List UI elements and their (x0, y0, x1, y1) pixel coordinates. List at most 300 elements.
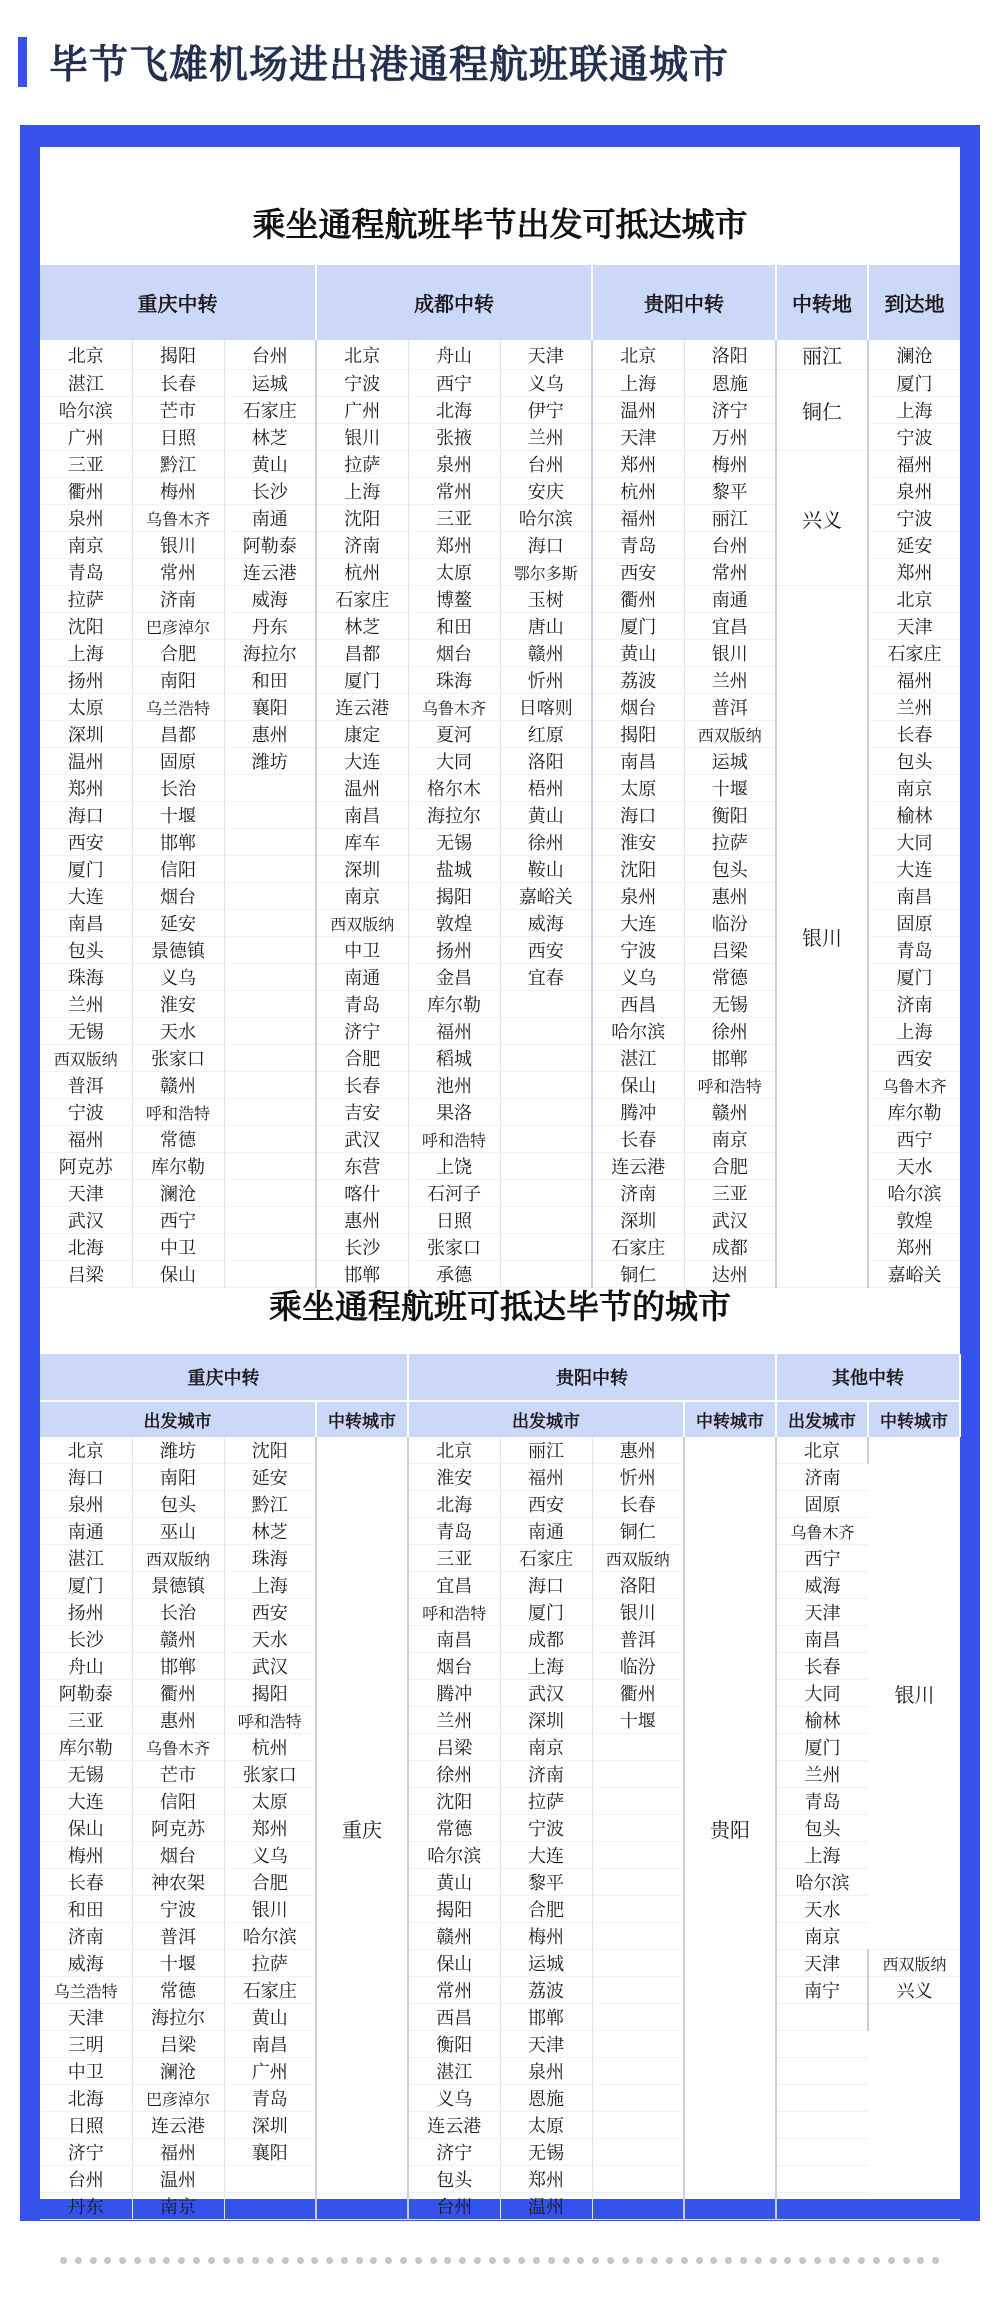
city-cell: 芒市 (132, 1761, 224, 1788)
city-cell: 阿勒泰 (224, 532, 316, 559)
city-cell: 天津 (500, 2031, 592, 2058)
city-cell: 张家口 (224, 1761, 316, 1788)
city-cell: 徐州 (408, 1761, 500, 1788)
city-cell: 泉州 (40, 1491, 132, 1518)
city-cell: 运城 (224, 370, 316, 397)
city-cell (500, 1180, 592, 1207)
city-cell: 南昌 (592, 748, 684, 775)
table-row (40, 1977, 960, 2004)
city-cell: 长春 (132, 370, 224, 397)
city-cell: 衢州 (592, 586, 684, 613)
divider-dot (311, 2257, 318, 2264)
subheader-departure-city: 出发城市 (40, 1401, 316, 1437)
city-cell (592, 1788, 684, 1815)
city-cell: 南昌 (408, 1626, 500, 1653)
city-cell: 襄阳 (224, 694, 316, 721)
city-cell: 乌鲁木齐 (408, 694, 500, 721)
destination-cell: 包头 (868, 748, 960, 775)
city-cell: 海拉尔 (408, 802, 500, 829)
city-cell: 南阳 (132, 667, 224, 694)
city-cell: 大连 (40, 1788, 132, 1815)
table-row (40, 2058, 960, 2085)
destination-cell: 郑州 (868, 559, 960, 586)
city-cell: 丹东 (224, 613, 316, 640)
city-cell: 威海 (500, 910, 592, 937)
divider-dot (400, 2257, 407, 2264)
city-cell: 南京 (684, 1126, 776, 1153)
divider-dot (90, 2257, 97, 2264)
city-cell: 三明 (40, 2031, 132, 2058)
city-cell (592, 2166, 684, 2193)
city-cell: 中卫 (316, 937, 408, 964)
city-cell: 常州 (132, 559, 224, 586)
divider-dot (725, 2257, 732, 2264)
city-cell: 沈阳 (592, 856, 684, 883)
city-cell: 阿克苏 (40, 1153, 132, 1180)
destination-cell: 固原 (868, 910, 960, 937)
divider-dot (60, 2257, 67, 2264)
city-cell: 西宁 (776, 1545, 868, 1572)
city-cell: 青岛 (592, 532, 684, 559)
divider-dot (770, 2257, 777, 2264)
city-cell (500, 1126, 592, 1153)
city-cell: 南通 (316, 964, 408, 991)
city-cell: 银川 (316, 424, 408, 451)
city-cell (592, 2031, 684, 2058)
page-header (18, 34, 729, 90)
city-cell: 吉安 (316, 1099, 408, 1126)
city-cell: 石家庄 (316, 586, 408, 613)
divider-dot (666, 2257, 673, 2264)
divider-dot (341, 2257, 348, 2264)
city-cell: 库车 (316, 829, 408, 856)
city-cell: 长沙 (316, 1234, 408, 1261)
transfer-hub-cell: 贵阳 (684, 1437, 776, 2220)
city-cell (224, 910, 316, 937)
city-cell: 长治 (132, 1599, 224, 1626)
city-cell: 临汾 (592, 1653, 684, 1680)
city-cell: 珠海 (224, 1545, 316, 1572)
city-cell: 恩施 (684, 370, 776, 397)
divider-dot (917, 2257, 924, 2264)
city-cell: 洛阳 (684, 340, 776, 370)
city-cell: 临汾 (684, 910, 776, 937)
city-cell: 衡阳 (684, 802, 776, 829)
destination-cell: 郑州 (868, 1234, 960, 1261)
divider-dot (282, 2257, 289, 2264)
transfer-hub-cell: 铜仁 (776, 370, 868, 451)
city-cell (224, 829, 316, 856)
divider-dot (681, 2257, 688, 2264)
table-row (40, 2004, 960, 2031)
city-cell: 南昌 (316, 802, 408, 829)
city-cell: 黄山 (224, 451, 316, 478)
city-cell: 郑州 (500, 2166, 592, 2193)
destination-cell: 厦门 (868, 964, 960, 991)
city-cell: 连云港 (316, 694, 408, 721)
city-cell: 十堰 (684, 775, 776, 802)
city-cell: 济南 (316, 532, 408, 559)
city-cell: 和田 (224, 667, 316, 694)
city-cell: 运城 (500, 1950, 592, 1977)
city-cell: 台州 (500, 451, 592, 478)
city-cell: 银川 (684, 640, 776, 667)
city-cell: 福州 (132, 2139, 224, 2166)
arrival-origins-table (40, 1354, 961, 2220)
city-cell: 济南 (132, 586, 224, 613)
city-cell: 潍坊 (224, 748, 316, 775)
city-cell: 长春 (592, 1126, 684, 1153)
city-cell (592, 2112, 684, 2139)
city-cell: 澜沧 (132, 1180, 224, 1207)
city-cell: 石家庄 (500, 1545, 592, 1572)
city-cell (500, 1234, 592, 1261)
destination-cell: 大连 (868, 856, 960, 883)
city-cell: 济南 (500, 1761, 592, 1788)
city-cell: 上海 (776, 1842, 868, 1869)
divider-dot (888, 2257, 895, 2264)
city-cell: 吕梁 (40, 1261, 132, 1288)
table-row (40, 1815, 960, 1842)
city-cell: 义乌 (132, 964, 224, 991)
city-cell: 景德镇 (132, 1572, 224, 1599)
city-cell: 普洱 (40, 1072, 132, 1099)
city-cell: 宜昌 (684, 613, 776, 640)
city-cell: 珠海 (40, 964, 132, 991)
city-cell: 温州 (40, 748, 132, 775)
table-row (40, 2085, 960, 2112)
city-cell: 南通 (224, 505, 316, 532)
destination-cell: 兰州 (868, 694, 960, 721)
divider-dot (297, 2257, 304, 2264)
city-cell: 揭阳 (592, 721, 684, 748)
divider-dot (385, 2257, 392, 2264)
transfer-hub-cell: 重庆 (316, 1437, 408, 2220)
transfer-hub-cell: 银川 (776, 586, 868, 1288)
city-cell: 上海 (592, 370, 684, 397)
city-cell: 邯郸 (132, 829, 224, 856)
city-cell: 衢州 (132, 1680, 224, 1707)
city-cell (592, 1950, 684, 1977)
page-title: 毕节飞雄机场进出港通程航班联通城市 (49, 43, 730, 88)
city-cell (224, 1153, 316, 1180)
destination-cell: 嘉峪关 (868, 1261, 960, 1288)
city-cell: 武汉 (500, 1680, 592, 1707)
city-cell: 海口 (500, 1572, 592, 1599)
city-cell: 运城 (684, 748, 776, 775)
city-cell: 西安 (40, 829, 132, 856)
city-cell (500, 1099, 592, 1126)
city-cell: 十堰 (132, 1950, 224, 1977)
city-cell (224, 1207, 316, 1234)
arrival-section-title: 乘坐通程航班可抵达毕节的城市 (269, 1287, 731, 1326)
city-cell (224, 856, 316, 883)
city-cell: 惠州 (132, 1707, 224, 1734)
city-cell: 南昌 (776, 1626, 868, 1653)
city-cell (224, 1072, 316, 1099)
city-cell: 林芝 (224, 1518, 316, 1545)
city-cell: 张家口 (132, 1045, 224, 1072)
city-cell: 义乌 (408, 2085, 500, 2112)
table-row (40, 586, 960, 613)
table-row (40, 1653, 960, 1680)
city-cell: 杭州 (592, 478, 684, 505)
table-row (40, 370, 960, 397)
city-cell: 昌都 (132, 721, 224, 748)
city-cell: 烟台 (408, 640, 500, 667)
city-cell (592, 2193, 684, 2220)
city-cell (776, 2031, 868, 2058)
header-other-transfer: 其他中转 (776, 1354, 960, 1401)
city-cell: 烟台 (592, 694, 684, 721)
divider-dot (503, 2257, 510, 2264)
city-cell: 承德 (408, 1261, 500, 1288)
city-cell: 北京 (776, 1437, 868, 1464)
divider-dot (592, 2257, 599, 2264)
city-cell: 合肥 (132, 640, 224, 667)
city-cell: 常州 (408, 1977, 500, 2004)
city-cell: 襄阳 (224, 2139, 316, 2166)
destination-cell: 敦煌 (868, 1207, 960, 1234)
city-cell: 哈尔滨 (224, 1923, 316, 1950)
city-cell: 衢州 (592, 1680, 684, 1707)
city-cell: 黔江 (224, 1491, 316, 1518)
city-cell: 哈尔滨 (500, 505, 592, 532)
destination-cell: 济南 (868, 991, 960, 1018)
destination-cell: 西宁 (868, 1126, 960, 1153)
city-cell: 哈尔滨 (408, 1842, 500, 1869)
city-cell: 宁波 (316, 370, 408, 397)
city-cell: 乌鲁木齐 (776, 1518, 868, 1545)
city-cell: 拉萨 (684, 829, 776, 856)
city-cell (776, 2166, 868, 2193)
city-cell: 珠海 (408, 667, 500, 694)
city-cell: 忻州 (592, 1464, 684, 1491)
table-row (40, 1869, 960, 1896)
city-cell: 玉树 (500, 586, 592, 613)
city-cell: 吕梁 (132, 2031, 224, 2058)
destination-cell: 乌鲁木齐 (868, 1072, 960, 1099)
divider-dot (710, 2257, 717, 2264)
city-cell: 鞍山 (500, 856, 592, 883)
table-row (40, 2031, 960, 2058)
city-cell: 广州 (40, 424, 132, 451)
city-cell: 天津 (40, 1180, 132, 1207)
city-cell: 青岛 (40, 559, 132, 586)
divider-dot (134, 2257, 141, 2264)
destination-cell: 榆林 (868, 802, 960, 829)
city-cell: 成都 (684, 1234, 776, 1261)
destination-cell: 厦门 (868, 370, 960, 397)
city-cell: 福州 (408, 1018, 500, 1045)
city-cell: 武汉 (316, 1126, 408, 1153)
footer-dot-divider (60, 2257, 940, 2264)
city-cell: 梅州 (500, 1923, 592, 1950)
city-cell: 成都 (500, 1626, 592, 1653)
divider-dot (459, 2257, 466, 2264)
city-cell: 兰州 (408, 1707, 500, 1734)
city-cell: 红原 (500, 721, 592, 748)
city-cell: 呼和浩特 (408, 1599, 500, 1626)
city-cell (224, 1126, 316, 1153)
city-cell: 衢州 (40, 478, 132, 505)
city-cell: 南京 (500, 1734, 592, 1761)
city-cell: 湛江 (40, 1545, 132, 1572)
city-cell: 腾冲 (408, 1680, 500, 1707)
city-cell: 合肥 (316, 1045, 408, 1072)
city-cell: 惠州 (592, 1437, 684, 1464)
city-cell: 银川 (132, 532, 224, 559)
city-cell: 徐州 (684, 1018, 776, 1045)
city-cell: 日照 (408, 1207, 500, 1234)
city-cell: 青岛 (316, 991, 408, 1018)
header-chongqing-transfer: 重庆中转 (40, 1354, 408, 1401)
city-cell: 厦门 (776, 1734, 868, 1761)
city-cell: 北京 (316, 340, 408, 370)
city-cell: 台州 (408, 2193, 500, 2220)
city-cell: 湛江 (592, 1045, 684, 1072)
city-cell: 合肥 (684, 1153, 776, 1180)
table-row (40, 1734, 960, 1761)
city-cell: 日照 (40, 2112, 132, 2139)
city-cell: 烟台 (132, 1842, 224, 1869)
city-cell: 上海 (500, 1653, 592, 1680)
divider-dot (651, 2257, 658, 2264)
city-cell (776, 2004, 868, 2031)
city-cell: 无锡 (408, 829, 500, 856)
city-cell: 福州 (500, 1464, 592, 1491)
divider-dot (873, 2257, 880, 2264)
transfer-hub-cell: 西双版纳 (868, 1950, 960, 1977)
city-cell: 夏河 (408, 721, 500, 748)
city-cell: 泉州 (500, 2058, 592, 2085)
city-cell: 杭州 (224, 1734, 316, 1761)
city-cell: 呼和浩特 (132, 1099, 224, 1126)
city-cell: 梅州 (40, 1842, 132, 1869)
divider-dot (163, 2257, 170, 2264)
city-cell: 海口 (40, 1464, 132, 1491)
city-cell: 阿克苏 (132, 1815, 224, 1842)
city-cell: 厦门 (316, 667, 408, 694)
divider-dot (267, 2257, 274, 2264)
city-cell: 荔波 (500, 1977, 592, 2004)
city-cell: 丽江 (500, 1437, 592, 1464)
city-cell: 南宁 (776, 1977, 868, 2004)
divider-dot (444, 2257, 451, 2264)
subheader-transfer-city: 中转城市 (684, 1401, 776, 1437)
city-cell: 中卫 (132, 1234, 224, 1261)
city-cell: 张掖 (408, 424, 500, 451)
city-cell: 包头 (40, 937, 132, 964)
city-cell: 和田 (40, 1896, 132, 1923)
city-cell (592, 1761, 684, 1788)
city-cell: 银川 (592, 1599, 684, 1626)
city-cell: 郑州 (592, 451, 684, 478)
destination-cell: 库尔勒 (868, 1099, 960, 1126)
table-row (40, 1842, 960, 1869)
divider-dot (489, 2257, 496, 2264)
city-cell: 梅州 (684, 451, 776, 478)
city-cell: 铜仁 (592, 1261, 684, 1288)
divider-dot (755, 2257, 762, 2264)
destination-cell: 延安 (868, 532, 960, 559)
city-cell: 北海 (40, 1234, 132, 1261)
city-cell: 十堰 (132, 802, 224, 829)
city-cell: 泉州 (592, 883, 684, 910)
city-cell: 惠州 (316, 1207, 408, 1234)
header-transfer-point: 中转地 (776, 265, 868, 340)
city-cell: 烟台 (408, 1653, 500, 1680)
city-cell: 延安 (224, 1464, 316, 1491)
divider-dot (430, 2257, 437, 2264)
content-frame (20, 125, 980, 2221)
city-cell (224, 883, 316, 910)
city-cell (224, 1045, 316, 1072)
divider-dot (223, 2257, 230, 2264)
table-row (40, 1545, 960, 1572)
city-cell: 阿勒泰 (40, 1680, 132, 1707)
city-cell: 广州 (224, 2058, 316, 2085)
city-cell: 南京 (316, 883, 408, 910)
city-cell: 北京 (40, 1437, 132, 1464)
divider-dot (563, 2257, 570, 2264)
destination-cell: 哈尔滨 (868, 1180, 960, 1207)
table-row (40, 1491, 960, 1518)
city-cell: 邯郸 (132, 1653, 224, 1680)
transfer-hub-cell: 兴义 (776, 451, 868, 586)
city-cell: 敦煌 (408, 910, 500, 937)
city-cell: 保山 (40, 1815, 132, 1842)
city-cell (500, 1072, 592, 1099)
city-cell: 合肥 (224, 1869, 316, 1896)
city-cell: 连云港 (592, 1153, 684, 1180)
city-cell: 太原 (500, 2112, 592, 2139)
city-cell: 乌鲁木齐 (132, 505, 224, 532)
city-cell: 南通 (500, 1518, 592, 1545)
transfer-hub-cell: 银川 (868, 1437, 960, 1950)
city-cell: 包头 (684, 856, 776, 883)
city-cell: 安庆 (500, 478, 592, 505)
city-cell (500, 1207, 592, 1234)
table-row (40, 1707, 960, 1734)
city-cell: 长沙 (40, 1626, 132, 1653)
city-cell: 南京 (776, 1923, 868, 1950)
city-cell: 呼和浩特 (684, 1072, 776, 1099)
city-cell: 景德镇 (132, 937, 224, 964)
city-cell (224, 1234, 316, 1261)
city-cell: 巫山 (132, 1518, 224, 1545)
city-cell (224, 964, 316, 991)
city-cell: 大同 (776, 1680, 868, 1707)
city-cell (776, 2193, 868, 2220)
city-cell: 哈尔滨 (40, 397, 132, 424)
city-cell: 北京 (408, 1437, 500, 1464)
city-cell: 温州 (500, 2193, 592, 2220)
city-cell: 常德 (408, 1815, 500, 1842)
table-row (40, 1626, 960, 1653)
divider-dot (415, 2257, 422, 2264)
city-cell (776, 2058, 868, 2085)
city-cell: 神农架 (132, 1869, 224, 1896)
city-cell: 扬州 (40, 1599, 132, 1626)
destination-cell: 宁波 (868, 424, 960, 451)
city-cell (592, 1842, 684, 1869)
city-cell (592, 2058, 684, 2085)
city-cell: 无锡 (684, 991, 776, 1018)
city-cell (500, 1153, 592, 1180)
destination-cell: 西安 (868, 1045, 960, 1072)
city-cell: 腾冲 (592, 1099, 684, 1126)
